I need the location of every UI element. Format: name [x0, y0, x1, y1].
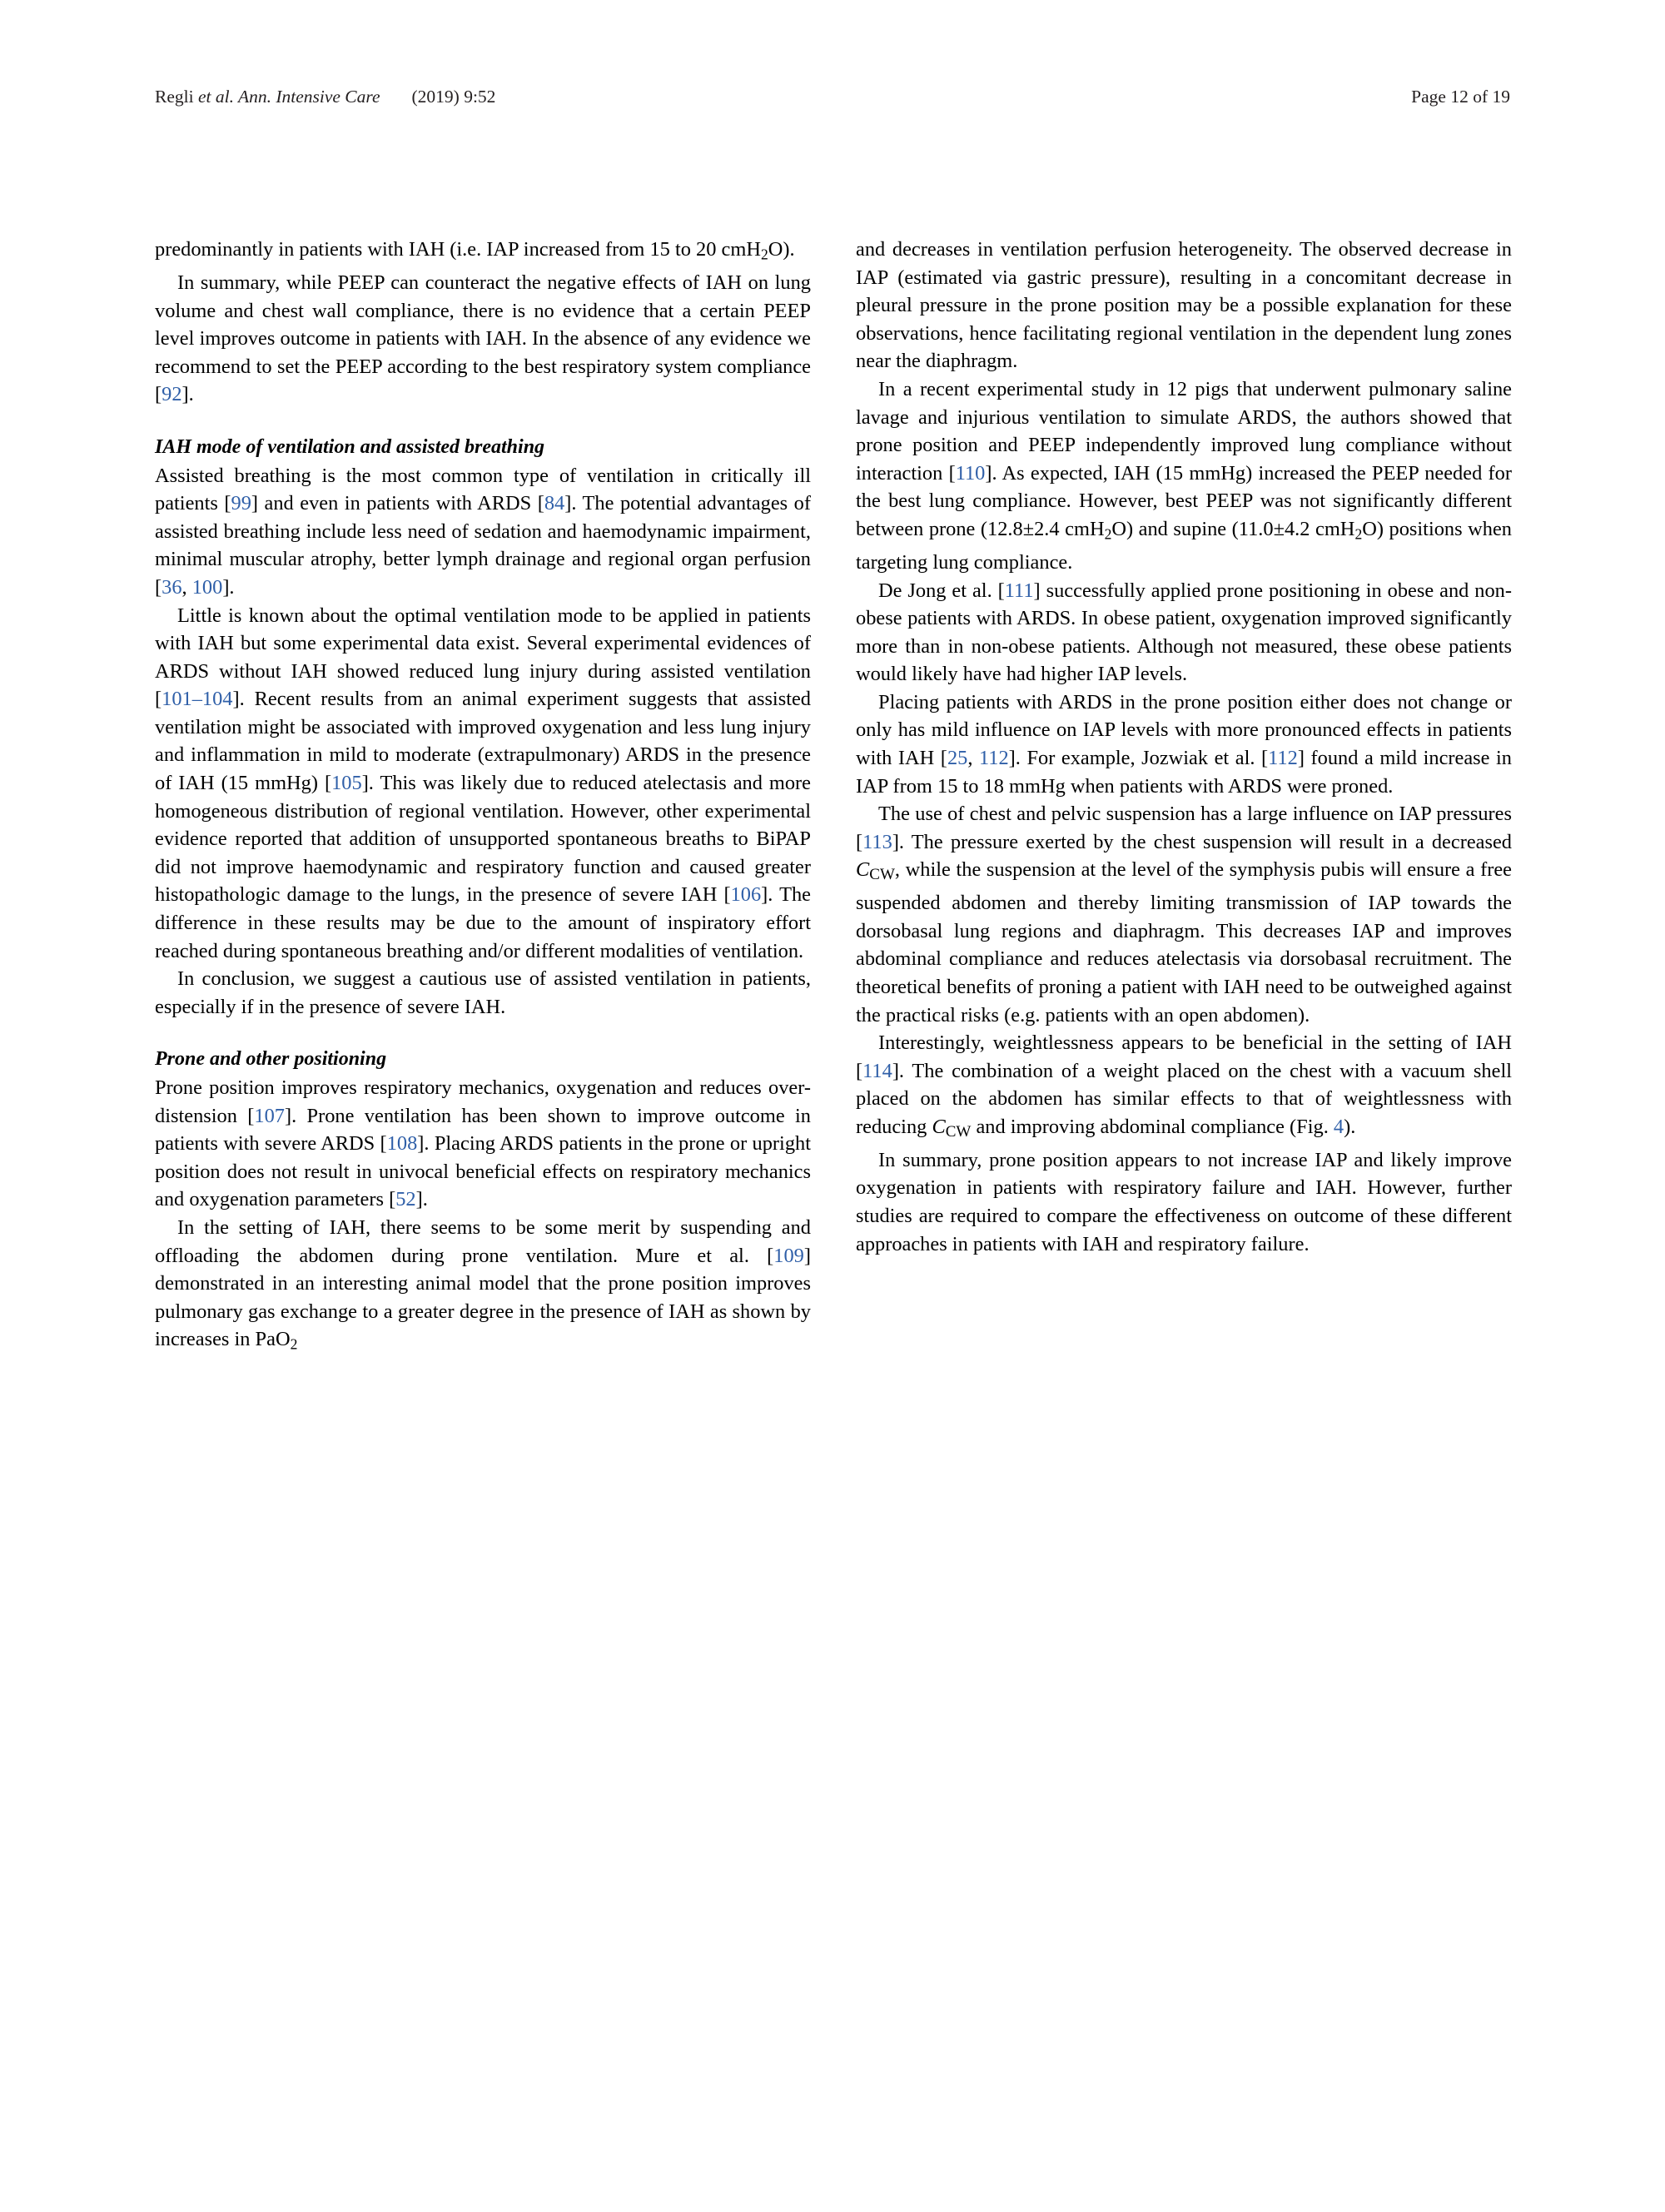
citation-link[interactable]: 36	[162, 575, 182, 599]
citation-link[interactable]: 112	[978, 747, 1009, 770]
right-column	[856, 236, 1512, 1359]
citation-link[interactable]: 52	[395, 1188, 416, 1211]
citation-link[interactable]: 112	[1268, 747, 1298, 770]
citation-link[interactable]: 111	[1004, 579, 1034, 602]
citation-link[interactable]: 108	[386, 1132, 418, 1156]
citation-link[interactable]: 84	[544, 492, 565, 515]
paragraph: De Jong et al. [111] successfully applied prone positioning in obese and non-obese patients with ARDS. In obese patient, oxygenation improved significantly more than in non-obese patients. Although not measured, these obese patients would likely have had higher IAP levels.	[856, 579, 1512, 686]
running-head-journal: et al. Ann. Intensive Care	[197, 87, 380, 107]
citation-link[interactable]: 101–104	[162, 688, 233, 711]
paragraph: and decreases in ventilation perfusion heterogeneity. The observed decrease in IAP (estimated via gastric pressure), resulting in a concomitant decrease in pleural pressure in the prone position may be a possible explanation for these observations, hence facilitating regional ventilation in the dependent lung zones near the diaphragm.	[856, 238, 1512, 373]
two-column-body	[155, 236, 1512, 1359]
paragraph: In summary, while PEEP can counteract the negative effects of IAH on lung volume and chest wall compliance, there is no evidence that a certain PEEP level improves outcome in patients with IAH. In the absence of any evidence we recommend to set the PEEP according to the best respiratory system compliance [92].	[155, 271, 811, 406]
paragraph: In a recent experimental study in 12 pigs that underwent pulmonary saline lavage and injurious ventilation to simulate ARDS, the authors showed that prone position and PEEP independently improved lung compliance without interaction [110]. As expected, IAH (15 mmHg) increased the PEEP needed for the best lung compliance. However, best PEEP was not significantly different between prone (12.8±2.4 cmH$_2$O) and supine (11.0±4.2 cmH$_2$O) positions when targeting lung compliance.	[856, 377, 1513, 574]
paragraph: In conclusion, we suggest a cautious use of assisted ventilation in patients, especially if in the presence of severe IAH.	[155, 967, 811, 1018]
citation-link[interactable]: 109	[773, 1244, 804, 1267]
running-head-authors: Regli	[155, 87, 194, 107]
citation-link[interactable]: 105	[331, 772, 362, 795]
citation-link[interactable]: 113	[862, 830, 892, 853]
running-head-page: Page 12 of 19	[1411, 87, 1510, 107]
section-heading: IAH mode of ventilation and assisted breathing	[155, 435, 545, 458]
running-head-left	[155, 87, 495, 107]
section-heading: Prone and other positioning	[155, 1048, 387, 1071]
figure-link[interactable]: 4	[1333, 1115, 1344, 1138]
running-head	[155, 87, 1510, 112]
citation-link[interactable]: 107	[254, 1104, 285, 1127]
citation-link[interactable]: 25	[947, 747, 968, 770]
citation-link[interactable]: 106	[730, 883, 762, 907]
citation-link[interactable]: 92	[162, 383, 182, 406]
paragraph: In the setting of IAH, there seems to be some merit by suspending and offloading the abdomen during prone ventilation. Mure et al. [109] demonstrated in an interesting animal model that the prone position improves pulmonary gas exchange to a greater degree in the presence of IAH as shown by increases in PaO$_2$	[155, 1215, 811, 1353]
citation-link[interactable]: 114	[862, 1059, 892, 1082]
citation-link[interactable]: 110	[955, 461, 986, 485]
paragraph: predominantly in patients with IAH (i.e. IAP increased from 15 to 20 cmH$_2$O).	[155, 238, 795, 263]
left-column	[155, 236, 811, 1359]
paragraph: Assisted breathing is the most common type of ventilation in critically ill patients [99] and even in patients with ARDS [84]. The potential advantages of assisted breathing include less need of sedation and haemodynamic impairment, minimal muscular atrophy, better lymph drainage and regional organ perfusion [36, 100].	[155, 464, 811, 599]
paragraph: The use of chest and pelvic suspension has a large influence on IAP pressures [113]. The pressure exerted by the chest suspension will result in a decreased CCW, while the suspension at the level of the symphysis pubis will ensure a free suspended abdomen and thereby limiting transmission of IAP towards the dorsobasal lung regions and diaphragm. This decreases IAP and improves abdominal compliance and reduces atelectasis via dorsobasal recruitment. The theoretical benefits of proning a patient with IAH need to be outweighed against the practical risks (e.g. patients with an open abdomen).	[856, 803, 1512, 1026]
citation-link[interactable]: 100	[191, 575, 223, 599]
paragraph: Interestingly, weightlessness appears to be beneficial in the setting of IAH [114]. The combination of a weight placed on the chest with a vacuum shell placed on the abdomen has similar effects to that of weightlessness with reducing CCW and improving abdominal compliance (Fig. 4).	[856, 1031, 1512, 1141]
paragraph: In summary, prone position appears to not increase IAP and likely improve oxygenation in patients with respiratory failure and IAH. However, further studies are required to compare the effectiveness on outcome of these different approaches in patients with IAH and respiratory failure.	[856, 1148, 1512, 1255]
citation-link[interactable]: 99	[231, 492, 251, 515]
paragraph: Prone position improves respiratory mechanics, oxygenation and reduces over-distension [107]. Prone ventilation has been shown to improve outcome in patients with severe ARDS [108]. Placing ARDS patients in the prone or upright position does not result in univocal beneficial effects on respiratory mechanics and oxygenation parameters [52].	[155, 1076, 811, 1211]
paragraph: Placing patients with ARDS in the prone position either does not change or only has mild influence on IAP levels with more pronounced effects in patients with IAH [25, 112]. For example, Jozwiak et al. [112] found a mild increase in IAP from 15 to 18 mmHg when patients with ARDS were proned.	[856, 690, 1513, 798]
running-head-citation: (2019) 9:52	[411, 87, 496, 107]
paragraph: Little is known about the optimal ventilation mode to be applied in patients with IAH but some experimental data exist. Several experimental evidences of ARDS without IAH showed reduced lung injury during assisted ventilation [101–104]. Recent results from an animal experiment suggests that assisted ventilation might be associated with improved oxygenation and less lung injury and inflammation in mild to moderate (extrapulmonary) ARDS in the presence of IAH (15 mmHg) [105]. This was likely due to reduced atelectasis and more homogeneous distribution of regional ventilation. However, other experimental evidence reported that addition of unsupported spontaneous breaths to BiPAP did not improve haemodynamic and respiratory function and caused greater histopathologic damage to the lungs, in the presence of severe IAH [106]. The difference in these results may be due to the amount of inspiratory effort reached during spontaneous breathing and/or different modalities of ventilation.	[155, 604, 812, 962]
